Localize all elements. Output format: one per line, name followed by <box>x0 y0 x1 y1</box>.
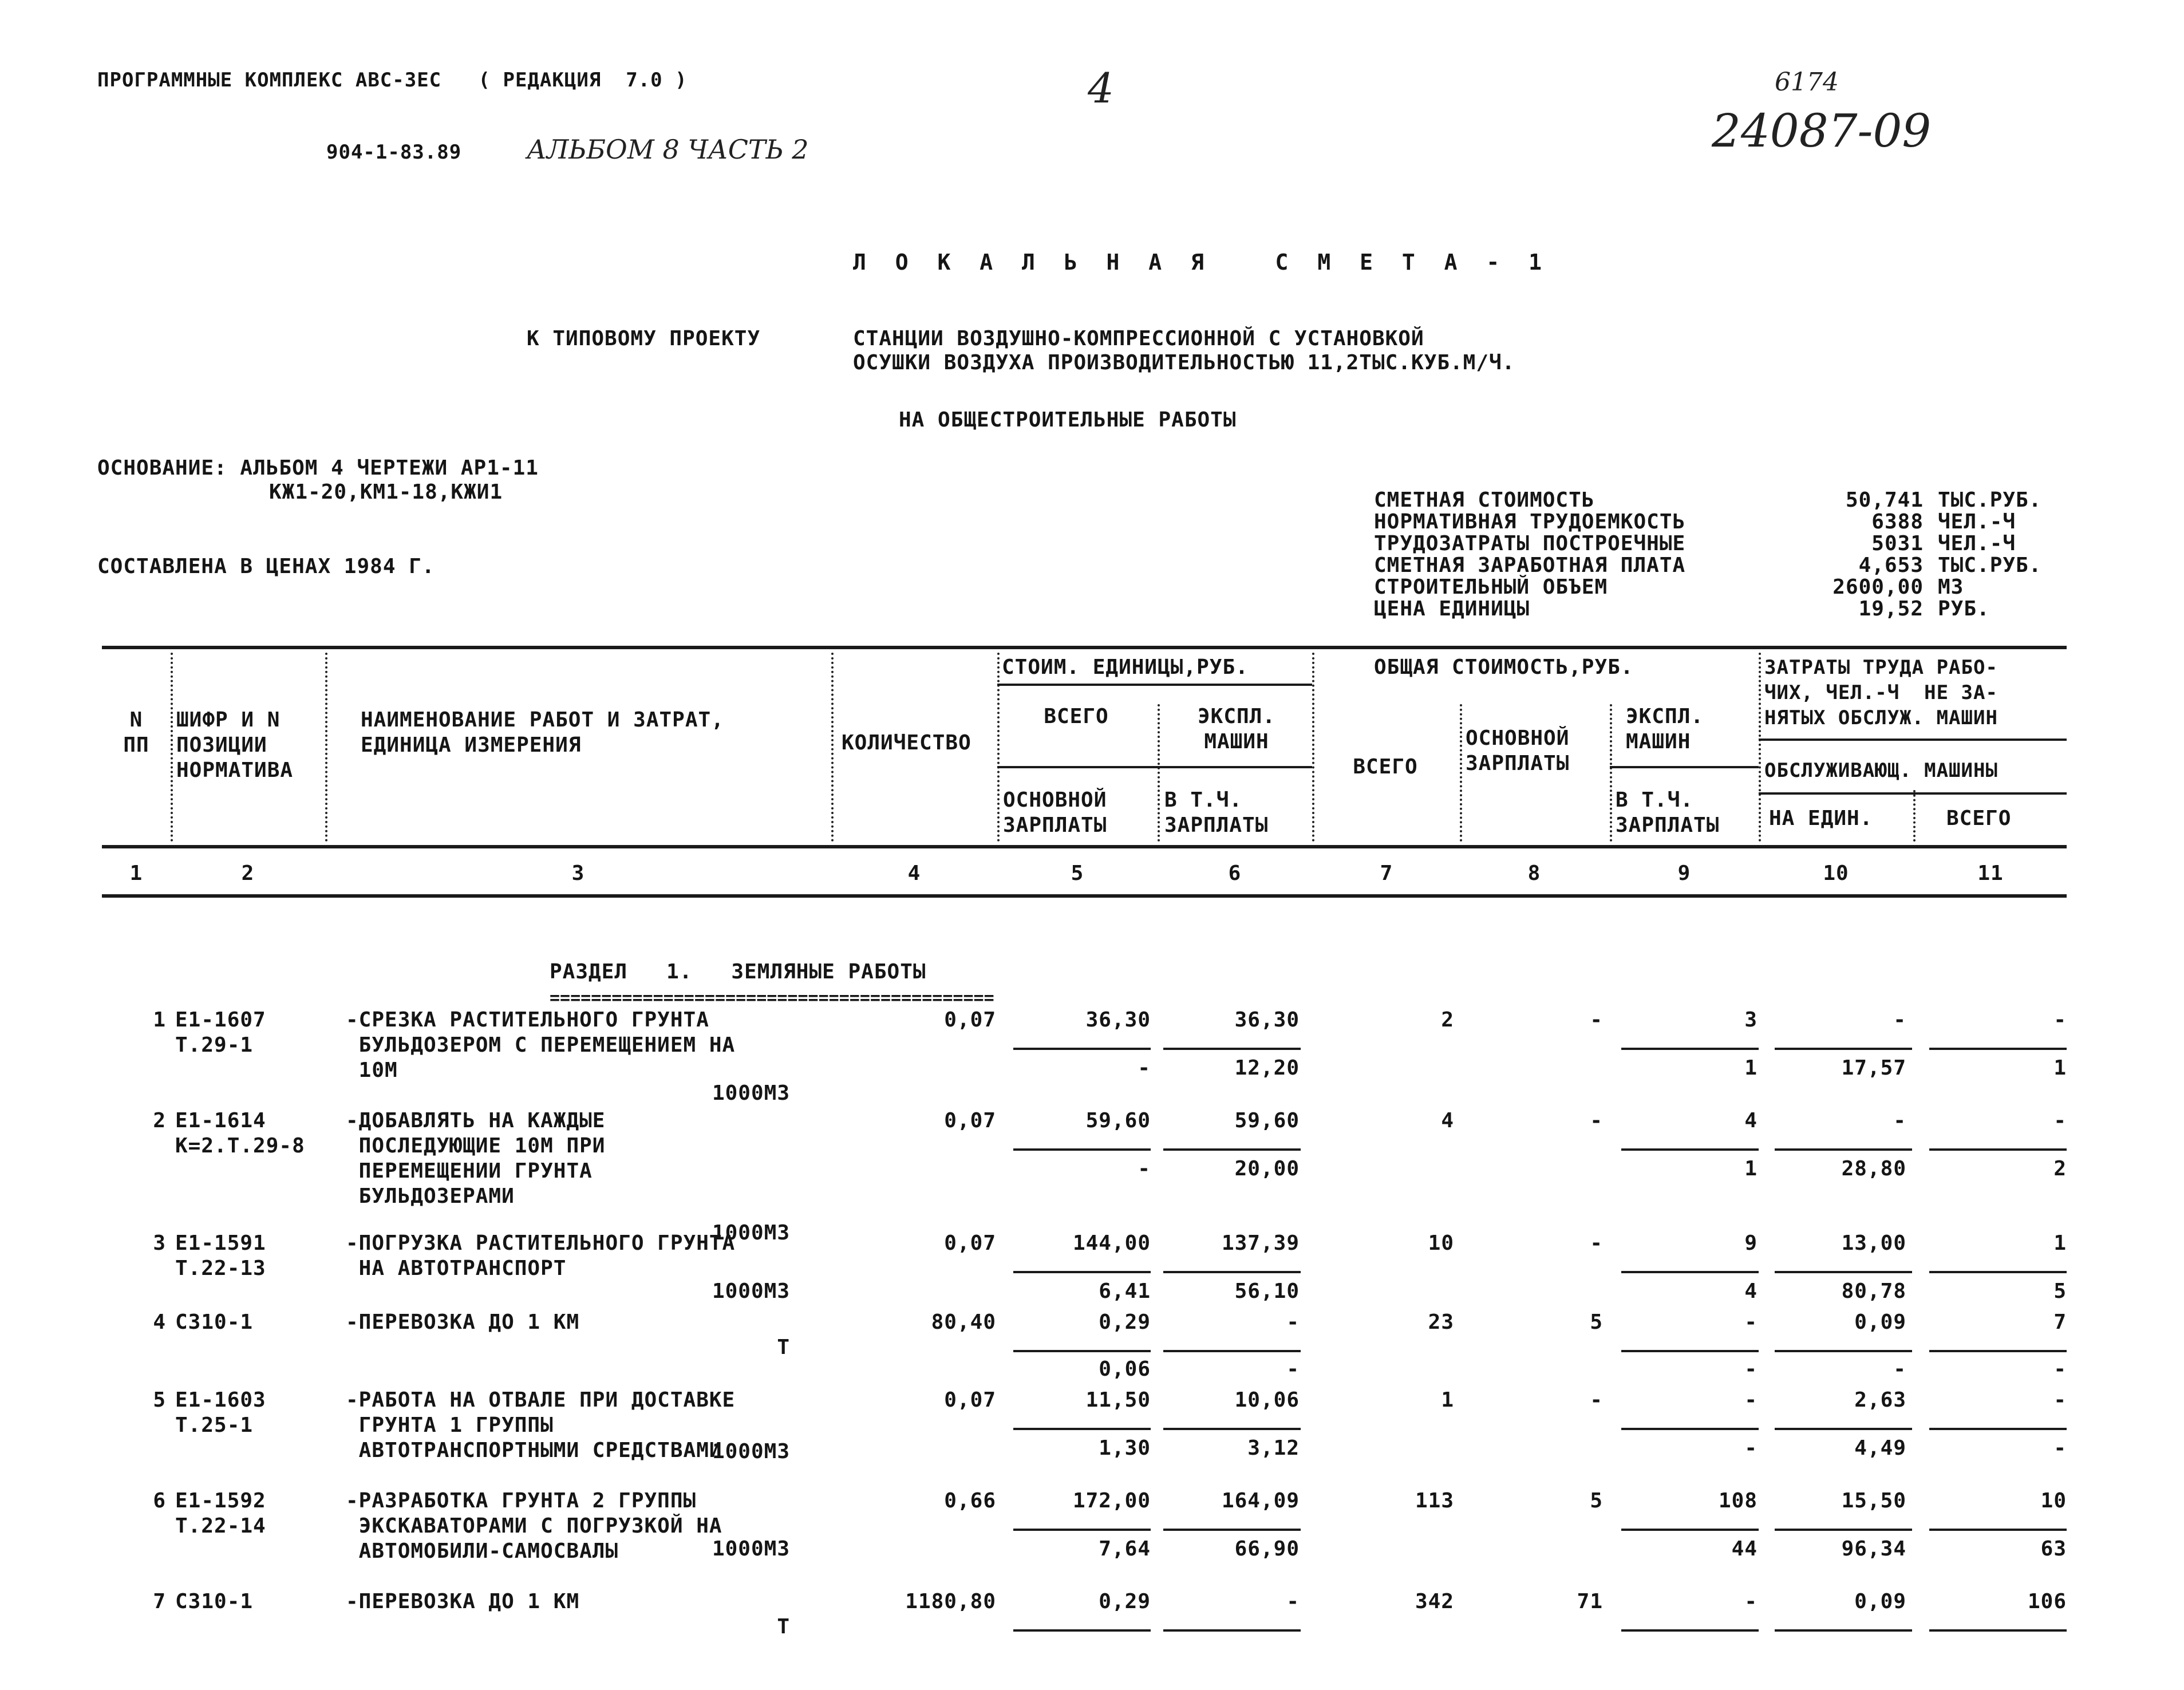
section-underline: =========================================== <box>550 988 994 1008</box>
row-total-mach-wage: 1 <box>1744 1056 1758 1080</box>
row-number: 6 <box>153 1489 166 1513</box>
row-rule <box>1163 1428 1301 1430</box>
column-number: 4 <box>907 862 921 885</box>
row-rule <box>1775 1271 1912 1273</box>
unit-wage-header: ОСНОВНОЙ ЗАРПЛАТЫ <box>1003 788 1107 837</box>
row-name: -РАЗРАБОТКА ГРУНТА 2 ГРУППЫ ЭКСКАВАТОРАМИ С ПОГРУЗКОЙ НА АВТОМОБИЛИ-САМОСВАЛЫ <box>346 1489 722 1563</box>
column-number: 8 <box>1527 862 1541 885</box>
row-unit-wage: - <box>1138 1157 1151 1180</box>
row-unit-mach-wage: 12,20 <box>1234 1056 1300 1080</box>
summary-value: 4,653 <box>1858 554 1924 577</box>
row-name: -ДОБАВЛЯТЬ НА КАЖДЫЕ ПОСЛЕДУЮЩИЕ 10М ПРИ ПЕРЕМЕЩЕНИИ ГРУНТА БУЛЬДОЗЕРАМИ <box>346 1109 606 1208</box>
row-rule <box>1163 1271 1301 1273</box>
document-code-large: 24087-09 <box>1712 104 1932 157</box>
unit-mach-wage-header: В Т.Ч. ЗАРПЛАТЫ <box>1164 788 1269 837</box>
row-labor-unit: 0,09 <box>1854 1590 1906 1613</box>
project-code: 904-1-83.89 <box>326 141 462 164</box>
row-unit-wage: 1,30 <box>1099 1436 1151 1460</box>
summary-value: 19,52 <box>1858 597 1924 621</box>
summary-label: ТРУДОЗАТРАТЫ ПОСТРОЕЧНЫЕ <box>1374 532 1686 555</box>
row-rule <box>1163 1148 1301 1151</box>
row-rule <box>1621 1629 1759 1632</box>
summary-value: 50,741 <box>1845 488 1924 512</box>
page-number: 4 <box>1088 64 1114 112</box>
row-quantity: 0,07 <box>944 1231 996 1255</box>
summary-unit: ТЫС.РУБ. <box>1938 554 2042 577</box>
row-unit-total: 0,29 <box>1099 1590 1151 1613</box>
row-rule <box>1775 1048 1912 1050</box>
row-code: С310-1 <box>175 1590 254 1613</box>
labor-serviced-header: ОБСЛУЖИВАЮЩ. МАШИНЫ <box>1764 759 1998 782</box>
row-unit: 1000М3 <box>712 1440 790 1463</box>
row-total-mach-wage: - <box>1744 1436 1758 1460</box>
row-labor-serv-unit: 4,49 <box>1854 1436 1906 1460</box>
row-rule <box>1013 1629 1151 1632</box>
column-separator <box>325 653 327 842</box>
row-rule <box>1621 1048 1759 1050</box>
summary-value: 2600,00 <box>1832 575 1924 599</box>
column-number: 11 <box>1977 862 2004 885</box>
row-unit-machines: 36,30 <box>1234 1008 1300 1032</box>
total-mach-rule <box>1610 766 1759 768</box>
section-title: РАЗДЕЛ 1. ЗЕМЛЯНЫЕ РАБОТЫ <box>550 960 926 984</box>
row-rule <box>1621 1428 1759 1430</box>
row-number: 3 <box>153 1231 166 1255</box>
row-rule <box>1929 1629 2067 1632</box>
row-unit-total: 172,00 <box>1072 1489 1151 1513</box>
project-label: К ТИПОВОМУ ПРОЕКТУ <box>527 327 761 350</box>
row-code: С310-1 <box>175 1310 254 1334</box>
col-code-header: ШИФР И N ПОЗИЦИИ НОРМАТИВА <box>176 708 294 782</box>
col-name-header: НАИМЕНОВАНИЕ РАБОТ И ЗАТРАТ, ЕДИНИЦА ИЗМЕРЕНИЯ <box>361 708 724 757</box>
prices-year: СОСТАВЛЕНА В ЦЕНАХ 1984 Г. <box>97 555 435 578</box>
header-rule-top <box>102 646 2067 649</box>
row-total: 10 <box>1428 1231 1454 1255</box>
row-total-machines: 9 <box>1744 1231 1758 1255</box>
document-title: Л О К А Л Ь Н А Я С М Е Т А - 1 <box>853 250 1550 275</box>
row-unit-mach-wage: 56,10 <box>1234 1280 1300 1303</box>
column-number: 3 <box>571 862 585 885</box>
row-unit: 1000М3 <box>712 1280 790 1303</box>
basis-line-1: ОСНОВАНИЕ: АЛЬБОМ 4 ЧЕРТЕЖИ АР1-11 <box>97 456 539 480</box>
row-rule <box>1013 1148 1151 1151</box>
row-total: 342 <box>1415 1590 1454 1613</box>
row-rule <box>1013 1350 1151 1352</box>
row-unit-mach-wage: 66,90 <box>1234 1537 1300 1561</box>
row-rule <box>1621 1529 1759 1531</box>
row-total-wage: 5 <box>1590 1310 1603 1334</box>
row-unit-mach-wage: - <box>1286 1357 1300 1381</box>
row-rule <box>1775 1350 1912 1352</box>
column-number: 2 <box>241 862 255 885</box>
row-unit-machines: 59,60 <box>1234 1109 1300 1132</box>
column-separator <box>1610 704 1612 842</box>
row-code: Е1-1614 К=2.Т.29-8 <box>175 1109 305 1158</box>
labor-rule-2 <box>1759 792 2067 795</box>
row-labor-serv-total: 1 <box>2053 1056 2067 1080</box>
row-number: 7 <box>153 1590 166 1613</box>
row-labor-unit: 13,00 <box>1841 1231 1906 1255</box>
header-rule-bottom <box>102 845 2067 848</box>
col-number-header: N ПП <box>123 708 149 757</box>
column-number: 5 <box>1071 862 1084 885</box>
row-name: -РАБОТА НА ОТВАЛЕ ПРИ ДОСТАВКЕ ГРУНТА 1 ГРУППЫ АВТОТРАНСПОРТНЫМИ СРЕДСТВАМИ <box>346 1388 736 1462</box>
summary-label: СМЕТНАЯ ЗАРАБОТНАЯ ПЛАТА <box>1374 554 1686 577</box>
row-unit: 1000М3 <box>712 1081 790 1105</box>
row-total: 23 <box>1428 1310 1454 1334</box>
row-labor-serv-unit: 96,34 <box>1841 1537 1906 1561</box>
labor-total-header: ВСЕГО <box>1946 807 2012 830</box>
row-rule <box>1775 1529 1912 1531</box>
row-total-mach-wage: - <box>1744 1357 1758 1381</box>
works-title: НА ОБЩЕСТРОИТЕЛЬНЫЕ РАБОТЫ <box>899 408 1237 432</box>
column-number: 10 <box>1823 862 1849 885</box>
row-total-machines: - <box>1744 1388 1758 1412</box>
summary-unit: ТЫС.РУБ. <box>1938 488 2042 512</box>
labor-unit-header: НА ЕДИН. <box>1769 807 1873 830</box>
row-rule <box>1621 1271 1759 1273</box>
row-unit-mach-wage: 20,00 <box>1234 1157 1300 1180</box>
row-unit: 1000М3 <box>712 1537 790 1561</box>
row-labor-total: - <box>2053 1388 2067 1412</box>
row-quantity: 80,40 <box>931 1310 996 1334</box>
total-all-header: ВСЕГО <box>1353 755 1418 779</box>
column-separator <box>1312 653 1314 842</box>
summary-label: ЦЕНА ЕДИНИЦЫ <box>1374 597 1530 621</box>
row-unit-mach-wage: 3,12 <box>1247 1436 1300 1460</box>
row-total: 113 <box>1415 1489 1454 1513</box>
row-rule <box>1929 1529 2067 1531</box>
row-unit-machines: - <box>1286 1590 1300 1613</box>
row-total-mach-wage: 4 <box>1744 1280 1758 1303</box>
row-number: 2 <box>153 1109 166 1132</box>
row-name: -ПОГРУЗКА РАСТИТЕЛЬНОГО ГРУНТА НА АВТОТРАНСПОРТ <box>346 1231 736 1280</box>
unit-cost-header: СТОИМ. ЕДИНИЦЫ,РУБ. <box>1002 656 1249 679</box>
row-labor-total: 1 <box>2053 1231 2067 1255</box>
row-name: -ПЕРЕВОЗКА ДО 1 КМ <box>346 1590 580 1613</box>
row-labor-unit: 15,50 <box>1841 1489 1906 1513</box>
labor-rule <box>1759 739 2067 741</box>
summary-label: СМЕТНАЯ СТОИМОСТЬ <box>1374 488 1595 512</box>
row-number: 5 <box>153 1388 166 1412</box>
row-labor-serv-unit: 80,78 <box>1841 1280 1906 1303</box>
row-labor-unit: 0,09 <box>1854 1310 1906 1334</box>
row-labor-unit: - <box>1893 1109 1906 1132</box>
row-rule <box>1929 1428 2067 1430</box>
row-unit: 1000М3 <box>712 1221 790 1245</box>
row-quantity: 0,07 <box>944 1109 996 1132</box>
column-separator <box>1913 790 1916 842</box>
row-labor-serv-unit: - <box>1893 1357 1906 1381</box>
column-separator <box>171 653 173 842</box>
row-rule <box>1621 1148 1759 1151</box>
row-total-machines: 3 <box>1744 1008 1758 1032</box>
column-separator <box>1460 704 1462 842</box>
column-separator <box>997 653 1000 842</box>
row-unit-wage: 7,64 <box>1099 1537 1151 1561</box>
row-total-wage: 5 <box>1590 1489 1603 1513</box>
row-unit-total: 144,00 <box>1072 1231 1151 1255</box>
row-total-wage: - <box>1590 1008 1603 1032</box>
row-rule <box>1929 1148 2067 1151</box>
row-total-mach-wage: 44 <box>1731 1537 1758 1561</box>
row-unit-total: 36,30 <box>1085 1008 1151 1032</box>
row-labor-total: 106 <box>2027 1590 2067 1613</box>
total-cost-header: ОБЩАЯ СТОИМОСТЬ,РУБ. <box>1374 656 1634 679</box>
row-total-wage: 71 <box>1577 1590 1603 1613</box>
row-rule <box>1929 1048 2067 1050</box>
row-rule <box>1163 1350 1301 1352</box>
summary-unit: М3 <box>1938 575 1964 599</box>
column-number: 6 <box>1228 862 1242 885</box>
summary-unit: ЧЕЛ.-Ч <box>1938 510 2016 534</box>
row-name: -СРЕЗКА РАСТИТЕЛЬНОГО ГРУНТА БУЛЬДОЗЕРОМ С ПЕРЕМЕЩЕНИЕМ НА 10М <box>346 1008 736 1082</box>
row-unit-machines: 10,06 <box>1234 1388 1300 1412</box>
row-labor-serv-total: - <box>2053 1436 2067 1460</box>
summary-value: 6388 <box>1871 510 1924 534</box>
row-code: Е1-1607 Т.29-1 <box>175 1008 266 1057</box>
summary-value: 5031 <box>1871 532 1924 555</box>
row-code: Е1-1603 Т.25-1 <box>175 1388 266 1437</box>
row-rule <box>1775 1148 1912 1151</box>
total-machines-header: ЭКСПЛ. МАШИН <box>1626 705 1704 753</box>
row-total-machines: 4 <box>1744 1109 1758 1132</box>
row-total-wage: - <box>1590 1388 1603 1412</box>
row-total-machines: 108 <box>1718 1489 1758 1513</box>
row-code: Е1-1591 Т.22-13 <box>175 1231 266 1280</box>
row-unit-total: 0,29 <box>1099 1310 1151 1334</box>
row-unit-wage: 0,06 <box>1099 1357 1151 1381</box>
row-labor-serv-total: - <box>2053 1357 2067 1381</box>
row-labor-total: 10 <box>2040 1489 2067 1513</box>
col-quantity-header: КОЛИЧЕСТВО <box>842 731 971 755</box>
row-total: 1 <box>1441 1388 1454 1412</box>
unit-total-header: ВСЕГО <box>1044 705 1109 728</box>
row-unit-machines: 164,09 <box>1221 1489 1300 1513</box>
numbers-rule-bottom <box>102 894 2067 898</box>
row-unit: Т <box>777 1336 790 1359</box>
row-rule <box>1013 1529 1151 1531</box>
labor-header: ЗАТРАТЫ ТРУДА РАБО- ЧИХ, ЧЕЛ.-Ч НЕ ЗА- НЯТЫХ ОБСЛУЖ. МАШИН <box>1764 656 1998 729</box>
row-unit-total: 11,50 <box>1085 1388 1151 1412</box>
row-labor-unit: 2,63 <box>1854 1388 1906 1412</box>
column-separator <box>831 653 834 842</box>
row-rule <box>1163 1048 1301 1050</box>
row-rule <box>1163 1529 1301 1531</box>
row-total-machines: - <box>1744 1590 1758 1613</box>
row-total: 4 <box>1441 1109 1454 1132</box>
row-unit: Т <box>777 1615 790 1638</box>
unit-machines-header: ЭКСПЛ. МАШИН <box>1197 705 1276 753</box>
row-rule <box>1929 1350 2067 1352</box>
summary-label: НОРМАТИВНАЯ ТРУДОЕМКОСТЬ <box>1374 510 1686 534</box>
program-header: ПРОГРАММНЫЕ КОМПЛЕКС АВС-3ЕС ( РЕДАКЦИЯ 7.0 ) <box>97 69 688 92</box>
row-labor-total: - <box>2053 1008 2067 1032</box>
row-labor-serv-unit: 28,80 <box>1841 1157 1906 1180</box>
row-rule <box>1163 1629 1301 1632</box>
project-line-2: ОСУШКИ ВОЗДУХА ПРОИЗВОДИТЕЛЬНОСТЬЮ 11,2ТЫС.КУБ.М/Ч. <box>853 351 1515 374</box>
row-total-wage: - <box>1590 1109 1603 1132</box>
basis-line-2: КЖ1-20,КМ1-18,КЖИ1 <box>269 480 503 504</box>
row-rule <box>1929 1271 2067 1273</box>
row-total-wage: - <box>1590 1231 1603 1255</box>
summary-label: СТРОИТЕЛЬНЫЙ ОБЪЕМ <box>1374 575 1608 599</box>
column-number: 1 <box>129 862 143 885</box>
row-name: -ПЕРЕВОЗКА ДО 1 КМ <box>346 1310 580 1334</box>
column-number: 7 <box>1380 862 1393 885</box>
project-line-1: СТАНЦИИ ВОЗДУШНО-КОМПРЕССИОННОЙ С УСТАНОВКОЙ <box>853 327 1424 350</box>
row-code: Е1-1592 Т.22-14 <box>175 1489 266 1538</box>
total-mach-wage-header: В Т.Ч. ЗАРПЛАТЫ <box>1616 788 1720 837</box>
row-unit-machines: - <box>1286 1310 1300 1334</box>
row-unit-wage: - <box>1138 1056 1151 1080</box>
column-number: 9 <box>1677 862 1691 885</box>
row-rule <box>1013 1428 1151 1430</box>
row-labor-serv-total: 5 <box>2053 1280 2067 1303</box>
row-unit-machines: 137,39 <box>1221 1231 1300 1255</box>
row-labor-serv-total: 63 <box>2040 1537 2067 1561</box>
row-unit-total: 59,60 <box>1085 1109 1151 1132</box>
row-rule <box>1775 1428 1912 1430</box>
total-wage-header: ОСНОВНОЙ ЗАРПЛАТЫ <box>1466 726 1570 775</box>
unit-cost-rule <box>997 684 1312 686</box>
unit-cost-rule-2 <box>997 766 1312 768</box>
document-code-small: 6174 <box>1775 68 1839 97</box>
row-labor-unit: - <box>1893 1008 1906 1032</box>
row-quantity: 0,66 <box>944 1489 996 1513</box>
row-number: 4 <box>153 1310 166 1334</box>
row-quantity: 0,07 <box>944 1008 996 1032</box>
row-unit-wage: 6,41 <box>1099 1280 1151 1303</box>
row-labor-serv-unit: 17,57 <box>1841 1056 1906 1080</box>
row-total-mach-wage: 1 <box>1744 1157 1758 1180</box>
row-rule <box>1013 1048 1151 1050</box>
row-rule <box>1013 1271 1151 1273</box>
row-labor-total: - <box>2053 1109 2067 1132</box>
row-labor-serv-total: 2 <box>2053 1157 2067 1180</box>
row-number: 1 <box>153 1008 166 1032</box>
row-rule <box>1775 1629 1912 1632</box>
album-note: АЛЬБОМ 8 ЧАСТЬ 2 <box>527 134 809 165</box>
column-separator <box>1759 653 1761 842</box>
row-total-machines: - <box>1744 1310 1758 1334</box>
row-total: 2 <box>1441 1008 1454 1032</box>
summary-unit: РУБ. <box>1938 597 1990 621</box>
row-quantity: 1180,80 <box>905 1590 996 1613</box>
row-labor-total: 7 <box>2053 1310 2067 1334</box>
row-quantity: 0,07 <box>944 1388 996 1412</box>
column-separator <box>1158 704 1160 842</box>
row-rule <box>1621 1350 1759 1352</box>
summary-unit: ЧЕЛ.-Ч <box>1938 532 2016 555</box>
